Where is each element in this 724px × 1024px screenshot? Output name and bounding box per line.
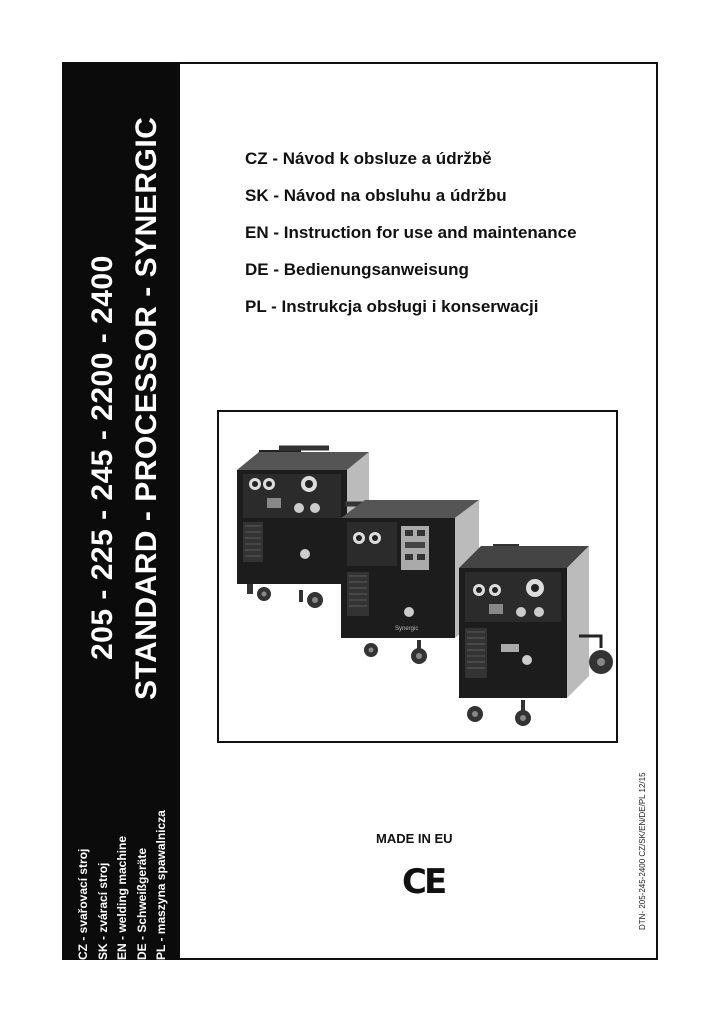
manual-title: EN - Instruction for use and maintenance [245, 223, 577, 242]
language-item: DE - Schweißgeräte [134, 847, 149, 960]
model-variants: STANDARD - PROCESSOR - SYNERGIC [130, 116, 163, 700]
manual-titles [245, 147, 577, 332]
welding-machine-3 [459, 546, 613, 726]
welding-machines-illustration [219, 412, 616, 741]
language-item: CZ - svařovací stroj [76, 848, 90, 960]
brand-label: Synergic [395, 626, 419, 632]
model-numbers: 205 - 225 - 245 - 2200 - 2400 [86, 255, 119, 660]
language-list [74, 810, 172, 960]
manual-title: DE - Bedienungsanweisung [245, 260, 469, 279]
manual-title: PL - Instrukcja obsługi i konserwacji [245, 297, 539, 316]
welding-machine-2 [341, 500, 479, 664]
language-item: PL - maszyna spawalnicza [154, 810, 168, 960]
manual-title: CZ - Návod k obsluze a údržbě [245, 149, 492, 168]
manual-title: SK - Návod na obsluhu a údržbu [245, 186, 507, 205]
document-id: DTN- 205-245-2400 CZ/SK/EN/DE/PL 12/15 [638, 772, 647, 930]
language-item: SK - zvárací stroj [95, 862, 110, 960]
ce-mark-icon: CE [402, 862, 445, 902]
language-item: EN - welding machine [115, 835, 129, 960]
made-in-label: MADE IN EU [376, 831, 453, 846]
product-photo [217, 410, 618, 743]
